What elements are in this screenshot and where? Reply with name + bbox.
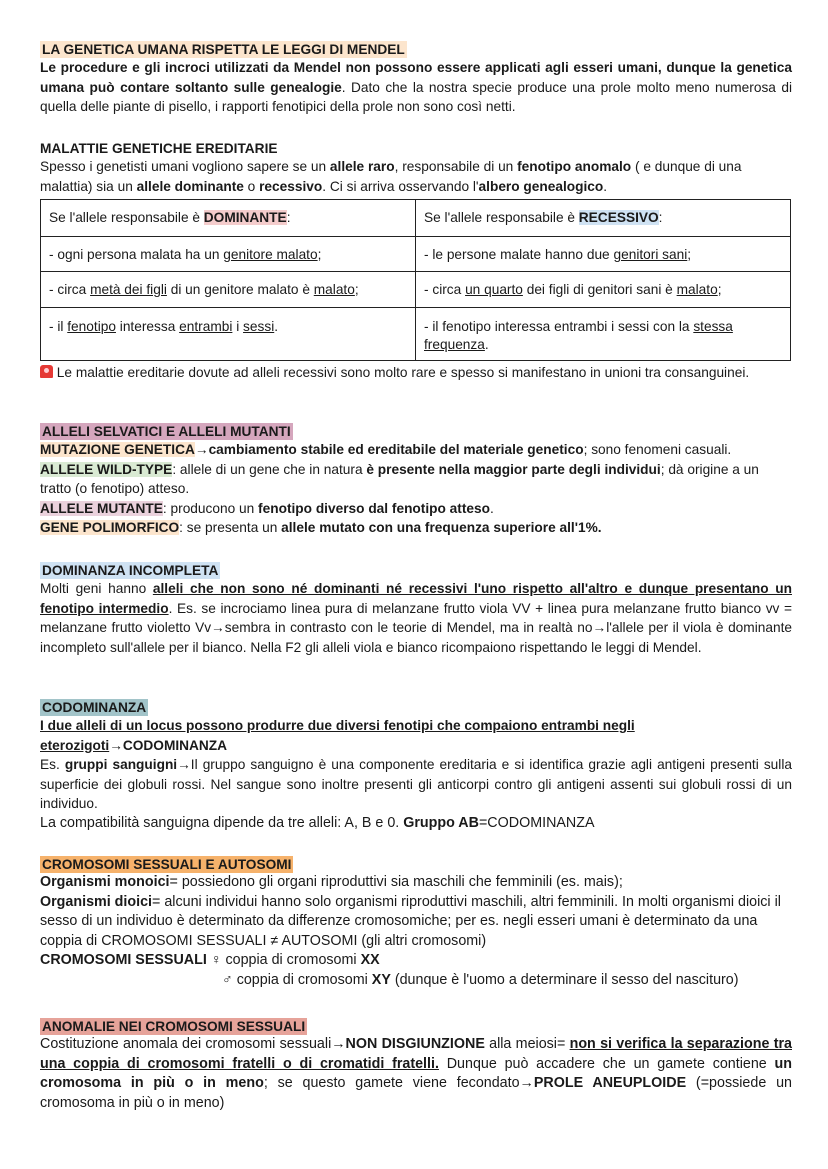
heading-malattie-genetiche: MALATTIE GENETICHE EREDITARIE <box>40 141 278 156</box>
definition-allele-mutante: ALLELE MUTANTE: producono un fenotipo diverso dal fenotipo atteso. <box>40 500 494 516</box>
table-header-dominant: Se l'allele responsabile è DOMINANTE: <box>41 200 416 237</box>
section-malattie-genetiche <box>40 140 792 196</box>
table-header-row <box>41 200 791 237</box>
table-cell: - il fenotipo interessa entrambi i sessi con la stessa frequenza. <box>416 308 791 361</box>
definition-monoici: Organismi monoici= possiedono gli organi riproduttivi sia maschili che femminili (es. mais); <box>40 874 623 890</box>
cromosomi-xy-line: ♂ coppia di cromosomi XY (dunque è l'uomo a determinare il sesso del nascituro) <box>222 971 739 988</box>
section-cromosomi-sessuali <box>40 856 792 990</box>
heading-cromosomi-sessuali: CROMOSOMI SESSUALI E AUTOSOMI <box>42 857 292 872</box>
table-row <box>41 237 791 272</box>
heading-genetica-umana: LA GENETICA UMANA RISPETTA LE LEGGI DI MENDEL <box>42 42 405 57</box>
dominant-recessive-table <box>40 199 791 361</box>
table-header-recessive: Se l'allele responsabile è RECESSIVO: <box>416 200 791 237</box>
definition-wild-type: ALLELE WILD-TYPE: allele di un gene che in natura è presente nella maggior parte degli individui; dà origine a un tratto (o fenotipo) atteso. <box>40 461 759 496</box>
table-row <box>41 308 791 361</box>
table-row <box>41 272 791 308</box>
paragraph-anomalie: Costituzione anomala dei cromosomi sessuali→NON DISGIUNZIONE alla meiosi= non si verifica la separazione tra una coppia di cromosomi fratelli o di cromatidi fratelli. Dunque può accadere che un gamete contiene un cromosoma in più o in meno; se questo gamete viene fecondato→PROLE ANEUPLOIDE (=possiede un cromosoma in più o in meno) <box>40 1036 792 1111</box>
section-codominanza <box>40 699 792 833</box>
paragraph-codominanza-def: I due alleli di un locus possono produrre due diversi fenotipi che compaiono entrambi negli eterozigoti→CODOMINANZA <box>40 718 635 753</box>
paragraph-malattie-genetiche: Spesso i genetisti umani vogliono sapere se un allele raro, responsabile di un fenotipo anomalo ( e dunque di una malattia) sia un allele dominante o recessivo. Ci si arriva osservando l'albero genealogico. <box>40 159 742 194</box>
table-cell: - ogni persona malata ha un genitore malato; <box>41 237 416 272</box>
heading-codominanza: CODOMINANZA <box>42 700 147 715</box>
alarm-icon <box>40 365 53 378</box>
heading-alleli: ALLELI SELVATICI E ALLELI MUTANTI <box>42 424 291 439</box>
definition-gene-polimorfico: GENE POLIMORFICO: se presenta un allele mutato con una frequenza superiore all'1%. <box>40 520 602 535</box>
section-alleli <box>40 423 792 538</box>
section-anomalie <box>40 1018 792 1113</box>
paragraph-dominanza-incompleta: Molti geni hanno alleli che non sono né dominanti né recessivi l'uno rispetto all'altro e dunque presentano un fenotipo intermedio. Es. se incrociamo linea pura di melanzane frutto viola VV + linea pura melanzane frutto bianco vv = melanzane frutto violetto Vv→sembra in contrasto con le teorie di Mendel, ma in realtà no→l'allele per il viola è dominante incompleto sull'allele per il bianco. Nella F2 gli alleli viola e bianco ricompaiono rispettando le leggi di Mendel. <box>40 581 793 655</box>
definition-dioici: Organismi dioici= alcuni individui hanno solo organismi riproduttivi maschili, altri femminili. In molti organismi dioici il sesso di un individuo è determinato da differenze cromosomiche; per es. negli esseri umani è determinato da una coppia di CROMOSOMI SESSUALI ≠ AUTOSOMI (gli altri cromosomi) <box>40 893 781 949</box>
paragraph-compatibilita: La compatibilità sanguigna dipende da tre alleli: A, B e 0. Gruppo AB=CODOMINANZA <box>40 814 595 831</box>
paragraph-gruppi-sanguigni: Es. gruppi sanguigni→Il gruppo sanguigno è una componente ereditaria e si identifica grazie agli antigeni presenti sulla superficie dei globuli rossi. Nel sangue sono inoltre presenti gli anticorpi contro gli antigeni assenti sui globuli rossi di un individuo. <box>40 757 792 811</box>
heading-dominanza-incompleta: DOMINANZA INCOMPLETA <box>42 563 219 578</box>
section-dominanza-incompleta <box>40 562 792 657</box>
recessive-note: Le malattie ereditarie dovute ad alleli recessivi sono molto rare e spesso si manifestano in unioni tra consanguinei. <box>40 363 792 383</box>
definition-mutazione: MUTAZIONE GENETICA→cambiamento stabile ed ereditabile del materiale genetico; sono fenomeni casuali. <box>40 442 732 457</box>
heading-anomalie: ANOMALIE NEI CROMOSOMI SESSUALI <box>42 1019 306 1034</box>
table-cell: - circa un quarto dei figli di genitori sani è malato; <box>416 272 791 308</box>
table-cell: - il fenotipo interessa entrambi i sessi. <box>41 308 416 361</box>
paragraph-genetica-umana: Le procedure e gli incroci utilizzati da Mendel non possono essere applicati agli esseri umani, dunque la genetica umana può contare soltanto sulle genealogie. Dato che la nostra specie produce una prole molto meno numerosa di quella delle piante di pisello, i rapporti fenotipici della prole non sono così netti. <box>40 60 792 114</box>
section-genetica-umana <box>40 41 792 117</box>
table-cell: - le persone malate hanno due genitori sani; <box>416 237 791 272</box>
cromosomi-xx-line: CROMOSOMI SESSUALI ♀ coppia di cromosomi XX <box>40 952 380 968</box>
table-cell: - circa metà dei figli di un genitore malato è malato; <box>41 272 416 308</box>
